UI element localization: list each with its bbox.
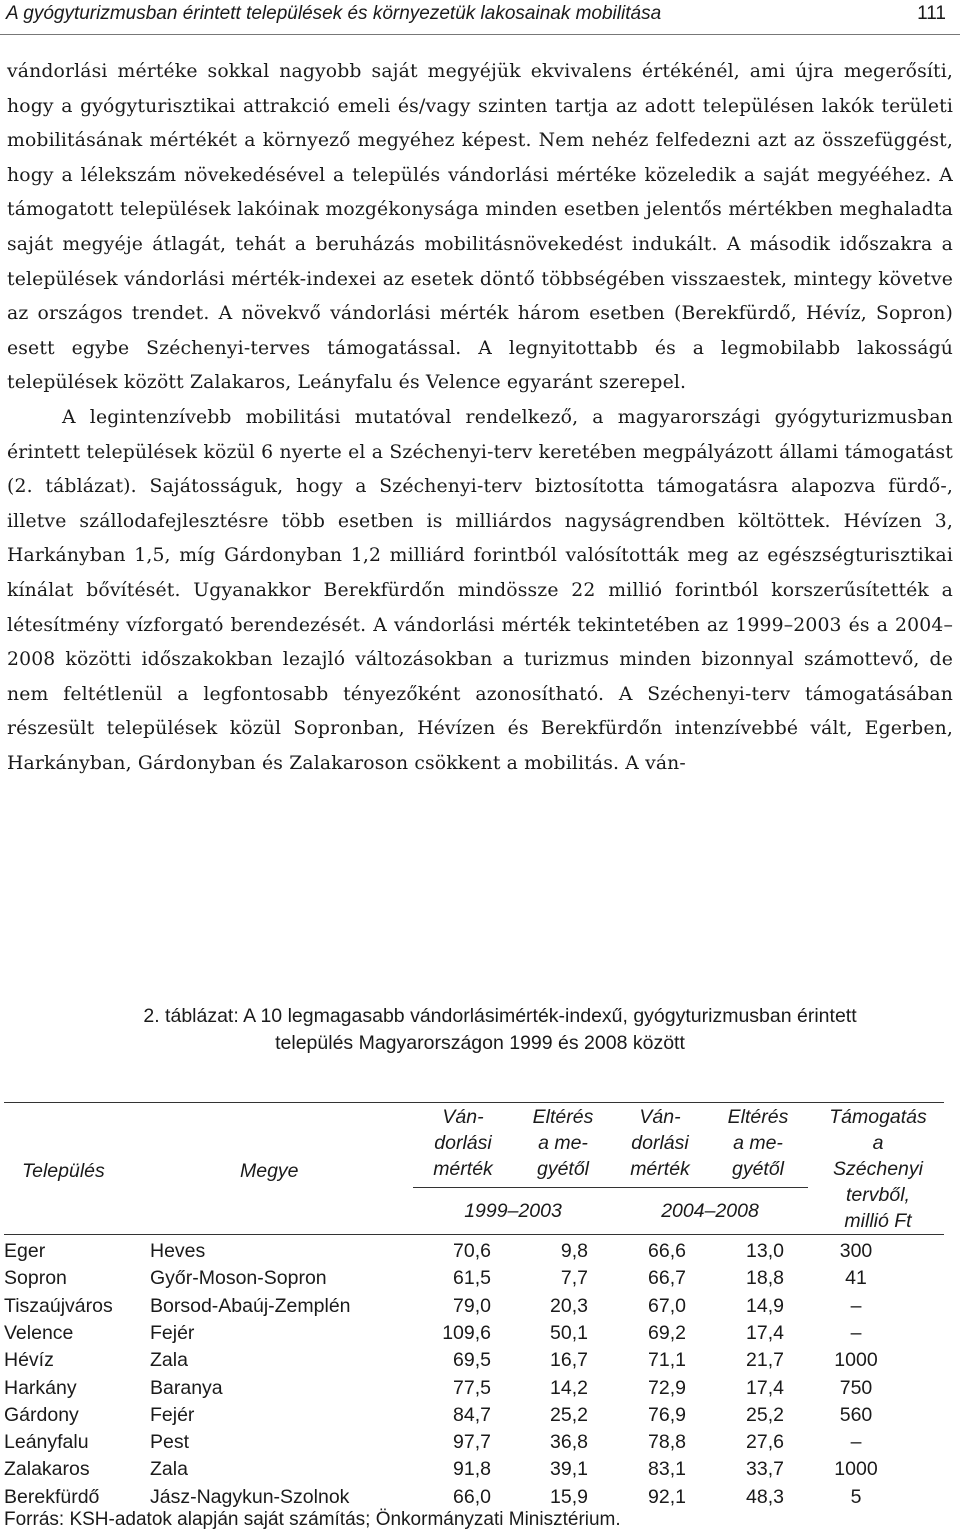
header-rate-1: Ván- dorlási mérték	[433, 1106, 493, 1180]
cell-support: –	[850, 1321, 862, 1344]
cell-d1: 15,9	[550, 1485, 588, 1508]
cell-d2: 18,8	[746, 1267, 784, 1290]
cell-d1: 39,1	[550, 1458, 588, 1481]
cell-county: Zala	[150, 1349, 188, 1372]
cell-d2: 25,2	[746, 1403, 784, 1426]
cell-settlement: Eger	[4, 1240, 46, 1262]
cell-settlement: Hévíz	[4, 1349, 54, 1372]
cell-d2: 21,7	[746, 1349, 784, 1372]
cell-d2: 27,6	[746, 1431, 784, 1454]
cell-d2: 13,0	[746, 1240, 784, 1262]
cell-county: Borsod-Abaúj-Zemplén	[150, 1294, 351, 1317]
table-top-rule	[4, 1102, 944, 1103]
cell-support: 5	[850, 1485, 862, 1508]
cell-support: 1000	[834, 1458, 878, 1481]
cell-r1: 97,7	[453, 1431, 491, 1454]
running-title: A gyógyturizmusban érintett települések és környezetük lakosainak mobilitása	[6, 3, 662, 24]
cell-r2: 78,8	[648, 1431, 686, 1454]
cell-county: Fejér	[150, 1321, 195, 1344]
cell-r1: 77,5	[453, 1376, 491, 1399]
cell-settlement: Harkány	[4, 1376, 77, 1399]
header-settlement: Település	[22, 1160, 105, 1182]
header-period-2: 2004–2008	[661, 1200, 759, 1222]
table-caption	[0, 1003, 960, 1057]
header-diff-1: Eltérés a me- gyétől	[532, 1106, 594, 1180]
cell-county: Heves	[150, 1240, 206, 1262]
data-table	[0, 1094, 960, 1506]
cell-settlement: Velence	[4, 1321, 74, 1344]
caption-line-2: település Magyarországon 1999 és 2008 között	[275, 1032, 685, 1054]
cell-settlement: Gárdony	[4, 1403, 79, 1426]
cell-d1: 14,2	[550, 1376, 588, 1399]
header-support: Támogatás a Széchenyi tervből, millió Ft	[829, 1106, 927, 1232]
cell-support: 300	[839, 1240, 873, 1262]
header-period-1: 1999–2003	[464, 1200, 562, 1222]
cell-r2: 92,1	[648, 1485, 686, 1508]
period-rule	[413, 1187, 808, 1188]
cell-settlement: Tiszaújváros	[4, 1294, 113, 1317]
cell-support: –	[850, 1431, 862, 1454]
cell-support: 41	[845, 1267, 867, 1290]
cell-county: Baranya	[150, 1376, 223, 1399]
cell-county: Zala	[150, 1458, 188, 1481]
cell-r2: 83,1	[648, 1458, 686, 1481]
cell-r1: 61,5	[453, 1267, 491, 1290]
cell-r2: 69,2	[648, 1321, 686, 1344]
cell-county: Fejér	[150, 1403, 195, 1426]
cell-r1: 70,6	[453, 1240, 491, 1262]
body-text	[7, 55, 953, 781]
cell-r1: 66,0	[453, 1485, 491, 1508]
page-number: 111	[917, 3, 946, 24]
cell-d2: 17,4	[746, 1376, 784, 1399]
cell-county: Jász-Nagykun-Szolnok	[150, 1485, 350, 1508]
cell-settlement: Sopron	[4, 1267, 67, 1290]
cell-d1: 50,1	[550, 1321, 588, 1344]
cell-r1: 109,6	[442, 1321, 491, 1344]
cell-support: 750	[839, 1376, 873, 1399]
header-bottom-rule	[4, 1234, 944, 1235]
cell-d1: 16,7	[550, 1349, 588, 1372]
cell-d1: 9,8	[560, 1240, 588, 1262]
cell-r1: 91,8	[453, 1458, 491, 1481]
cell-r2: 76,9	[648, 1403, 686, 1426]
paragraph-2: A legintenzívebb mobilitási mutatóval rendelkező, a magyarországi gyógyturizmusban érintett települések közül 6 nyerte el a Széchenyi-terv keretében megpályázott állami támogatást (2. táblázat). Sajátosságuk, hogy a Széchenyi-terv biztosította támogatásra alapozva fürdő-, illetve szállodafejlesztésre több esetben is milliárdos nagyságrendben költöttek. Hévízen 3, Harkányban 1,5, míg Gárdonyban 1,2 milliárd forintból valósították meg az egészségturisztikai kínálat bővítését. Ugyanakkor Berekfürdőn mindössze 22 millió forintból korszerűsítették a létesítmény vízforgató berendezését. A vándorlási mérték tekintetében az 1999–2003 és a 2004–2008 közötti időszakokban lezajló változásokban a turizmus minden bizonnyal számottevő, de nem feltétlenül a legfontosabb tényezőként azonosítható. A Széchenyi-terv támogatásában részesült települések közül Sopronban, Hévízen és Berekfürdőn intenzívebbé vált, Egerben, Harkányban, Gárdonyban és Zalakaroson csökkent a mobilitás. A ván-	[7, 406, 953, 774]
cell-d1: 25,2	[550, 1403, 588, 1426]
cell-settlement: Leányfalu	[4, 1431, 89, 1454]
cell-settlement: Zalakaros	[4, 1458, 90, 1481]
cell-support: 1000	[834, 1349, 878, 1372]
cell-r2: 66,7	[648, 1267, 686, 1290]
cell-d1: 7,7	[560, 1267, 588, 1290]
caption-line-1: 2. táblázat: A 10 legmagasabb vándorlásimérték-indexű, gyógyturizmusban érintett	[143, 1005, 857, 1027]
cell-support: 560	[839, 1403, 873, 1426]
header-county: Megye	[240, 1160, 299, 1182]
cell-d2: 48,3	[746, 1485, 784, 1508]
cell-settlement: Berekfürdő	[4, 1485, 100, 1508]
cell-r2: 66,6	[648, 1240, 686, 1262]
cell-d1: 20,3	[550, 1294, 588, 1317]
cell-r2: 71,1	[648, 1349, 686, 1372]
cell-d2: 17,4	[746, 1321, 784, 1344]
paragraph-1: vándorlási mértéke sokkal nagyobb saját megyéjük ekvivalens értékénél, ami újra megerősíti, hogy a gyógyturisztikai attrakció emeli és/vagy szinten tartja az adott településen lakók területi mobilitásának mértékét a környező megyéhez képest. Nem nehéz felfedezni azt az összefüggést, hogy a lélekszám növekedésével a település vándorlási mértéke közeledik a saját megyééhez. A támogatott települések lakóinak mozgékonysága minden esetben jelentős mértékben meghaladta saját megyéje átlagát, tehát a beruházás mobilitásnövekedést indukált. A második időszakra a települések vándorlási mérték-indexei az esetek döntő többségében visszaestek, mintegy követve az országos trendet. A növekvő vándorlási mérték három esetben (Berekfürdő, Hévíz, Sopron) esett egybe Széchenyi-terves támogatással. A legnyitottabb és a legmobilabb lakosságú települések között Zalakaros, Leányfalu és Velence egyaránt szerepel.	[7, 61, 953, 394]
header-diff-2: Eltérés a me- gyétől	[727, 1106, 789, 1180]
cell-r1: 84,7	[453, 1403, 491, 1426]
cell-r1: 69,5	[453, 1349, 491, 1372]
cell-county: Pest	[150, 1431, 190, 1454]
cell-r2: 72,9	[648, 1376, 686, 1399]
cell-r2: 67,0	[648, 1294, 686, 1317]
cell-r1: 79,0	[453, 1294, 491, 1317]
cell-support: –	[850, 1294, 862, 1317]
cell-county: Győr-Moson-Sopron	[150, 1267, 327, 1290]
table-source: Forrás: KSH-adatok alapján saját számítás; Önkormányzati Minisztérium.	[4, 1509, 621, 1530]
cell-d1: 36,8	[550, 1431, 588, 1454]
header-rate-2: Ván- dorlási mérték	[630, 1106, 690, 1180]
cell-d2: 14,9	[746, 1294, 784, 1317]
running-header	[0, 0, 960, 35]
cell-d2: 33,7	[746, 1458, 784, 1481]
